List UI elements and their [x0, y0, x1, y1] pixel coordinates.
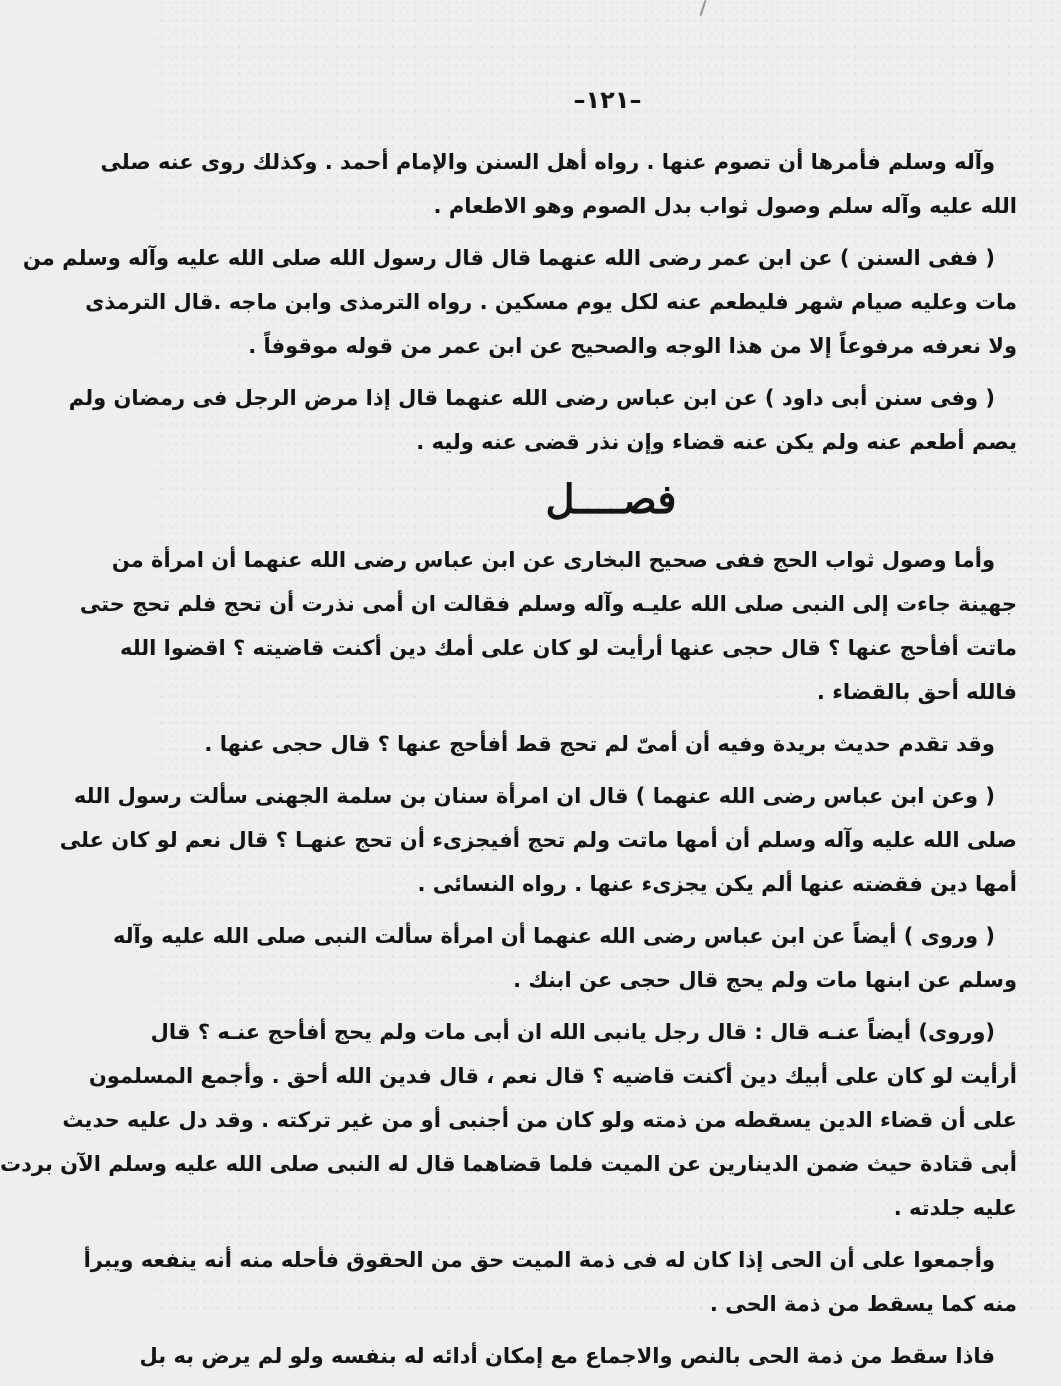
text-line: ( وفى سنن أبى داود ) عن ابن عباس رضى الله عنهما قال إذا مرض الرجل فى رمضان ولم — [68, 386, 995, 410]
text-line: ولا نعرفه مرفوعاً إلا من هذا الوجه والصحيح عن ابن عمر من قوله موقوفاً . — [248, 334, 1017, 358]
page-body — [0, 140, 1017, 1386]
text-line: الله عليه وآله سلم وصول ثواب بدل الصوم وهو الاطعام . — [433, 194, 1017, 218]
section-heading: فصــــل — [545, 476, 677, 523]
paragraphs-after-heading — [0, 538, 1017, 1378]
text-line: منه كما يسقط من ذمة الحى . — [709, 1292, 1017, 1316]
text-line: يصم أطعم عنه ولم يكن عنه قضاء وإن نذر قضى عنه وليه . — [416, 430, 1017, 454]
text-line: أرأيت لو كان على أبيك دين أكنت قاضيه ؟ قال نعم ، قال فدين الله أحق . وأجمع المسلمون — [88, 1064, 1017, 1088]
text-line: وأجمعوا على أن الحى إذا كان له فى ذمة الميت حق من الحقوق فأحله منه أنه ينفعه ويبرأ — [83, 1248, 995, 1272]
paragraph — [112, 914, 1017, 1002]
text-line: أبى قتادة حيث ضمن الدينارين عن الميت فلما قضاهما قال له النبى صلى الله عليه وسلم الآن بردت — [0, 1152, 1017, 1176]
text-line: وقد تقدم حديث بريدة وفيه أن أمىّ لم تحج قط أفأحج عنها ؟ قال حجى عنها . — [204, 732, 995, 756]
text-line: عليه جلدته . — [893, 1196, 1017, 1220]
paragraph — [59, 774, 1017, 906]
text-line: صلى الله عليه وآله وسلم أن أمها ماتت ولم تحج أفيجزىء أن تحج عنهـا ؟ قال نعم لو كان على — [59, 828, 1017, 852]
paragraph — [22, 236, 1017, 368]
paragraph — [139, 1334, 1017, 1378]
pen-mark — [700, 0, 707, 16]
text-line: أمها دين فقضته عنها ألم يكن يجزىء عنها . رواه النسائى . — [417, 872, 1017, 896]
text-line: وآله وسلم فأمرها أن تصوم عنها . رواه أهل السنن والإمام أحمد . وكذلك روى عنه صلى — [100, 150, 995, 174]
text-line: وسلم عن ابنها مات ولم يحج قال حجى عن ابنك . — [513, 968, 1017, 992]
text-line: وأما وصول ثواب الحج ففى صحيح البخارى عن ابن عباس رضى الله عنهما أن امرأة من — [111, 548, 995, 572]
paragraph — [83, 1238, 1017, 1326]
page-number: –١٢١– — [573, 86, 642, 114]
text-line: ( وروى ) أيضاً عن ابن عباس رضى الله عنهما أن امرأة سألت النبى صلى الله عليه وآله — [112, 924, 995, 948]
text-line: على أن قضاء الدين يسقطه من ذمته ولو كان من أجنبى أو من غير تركته . وقد دل عليه حديث — [62, 1108, 1017, 1132]
paragraph — [68, 376, 1017, 464]
text-line: جهينة جاءت إلى النبى صلى الله عليـه وآله وسلم فقالت ان أمى نذرت أن تحج فلم تحج حتى — [79, 592, 1017, 616]
text-line: ( وعن ابن عباس رضى الله عنهما ) قال ان امرأة سنان بن سلمة الجهنى سألت رسول الله — [73, 784, 995, 808]
text-line: فالله أحق بالقضاء . — [816, 680, 1017, 704]
paragraph — [79, 538, 1017, 714]
text-line: مات وعليه صيام شهر فليطعم عنه لكل يوم مسكين . رواه الترمذى وابن ماجه .قال الترمذى — [85, 290, 1017, 314]
text-line: (وروى) أيضاً عنـه قال : قال رجل يانبى الله ان أبى مات ولم يحج أفأحج عنـه ؟ قال — [150, 1020, 995, 1044]
text-line: فاذا سقط من ذمة الحى بالنص والاجماع مع إمكان أدائه له بنفسه ولو لم يرض به بل — [139, 1344, 995, 1368]
paragraph — [205, 722, 1017, 766]
paragraphs-before-heading — [22, 140, 1017, 464]
paragraph — [0, 1010, 1017, 1230]
text-line: ماتت أفأحج عنها ؟ قال حجى عنها أرأيت لو كان على أمك دين أكنت قاضيته ؟ اقضوا الله — [119, 636, 1017, 660]
text-line: ( ففى السنن ) عن ابن عمر رضى الله عنهما قال قال رسول الله صلى الله عليه وآله وسلم من — [22, 246, 995, 270]
paragraph — [100, 140, 1017, 228]
